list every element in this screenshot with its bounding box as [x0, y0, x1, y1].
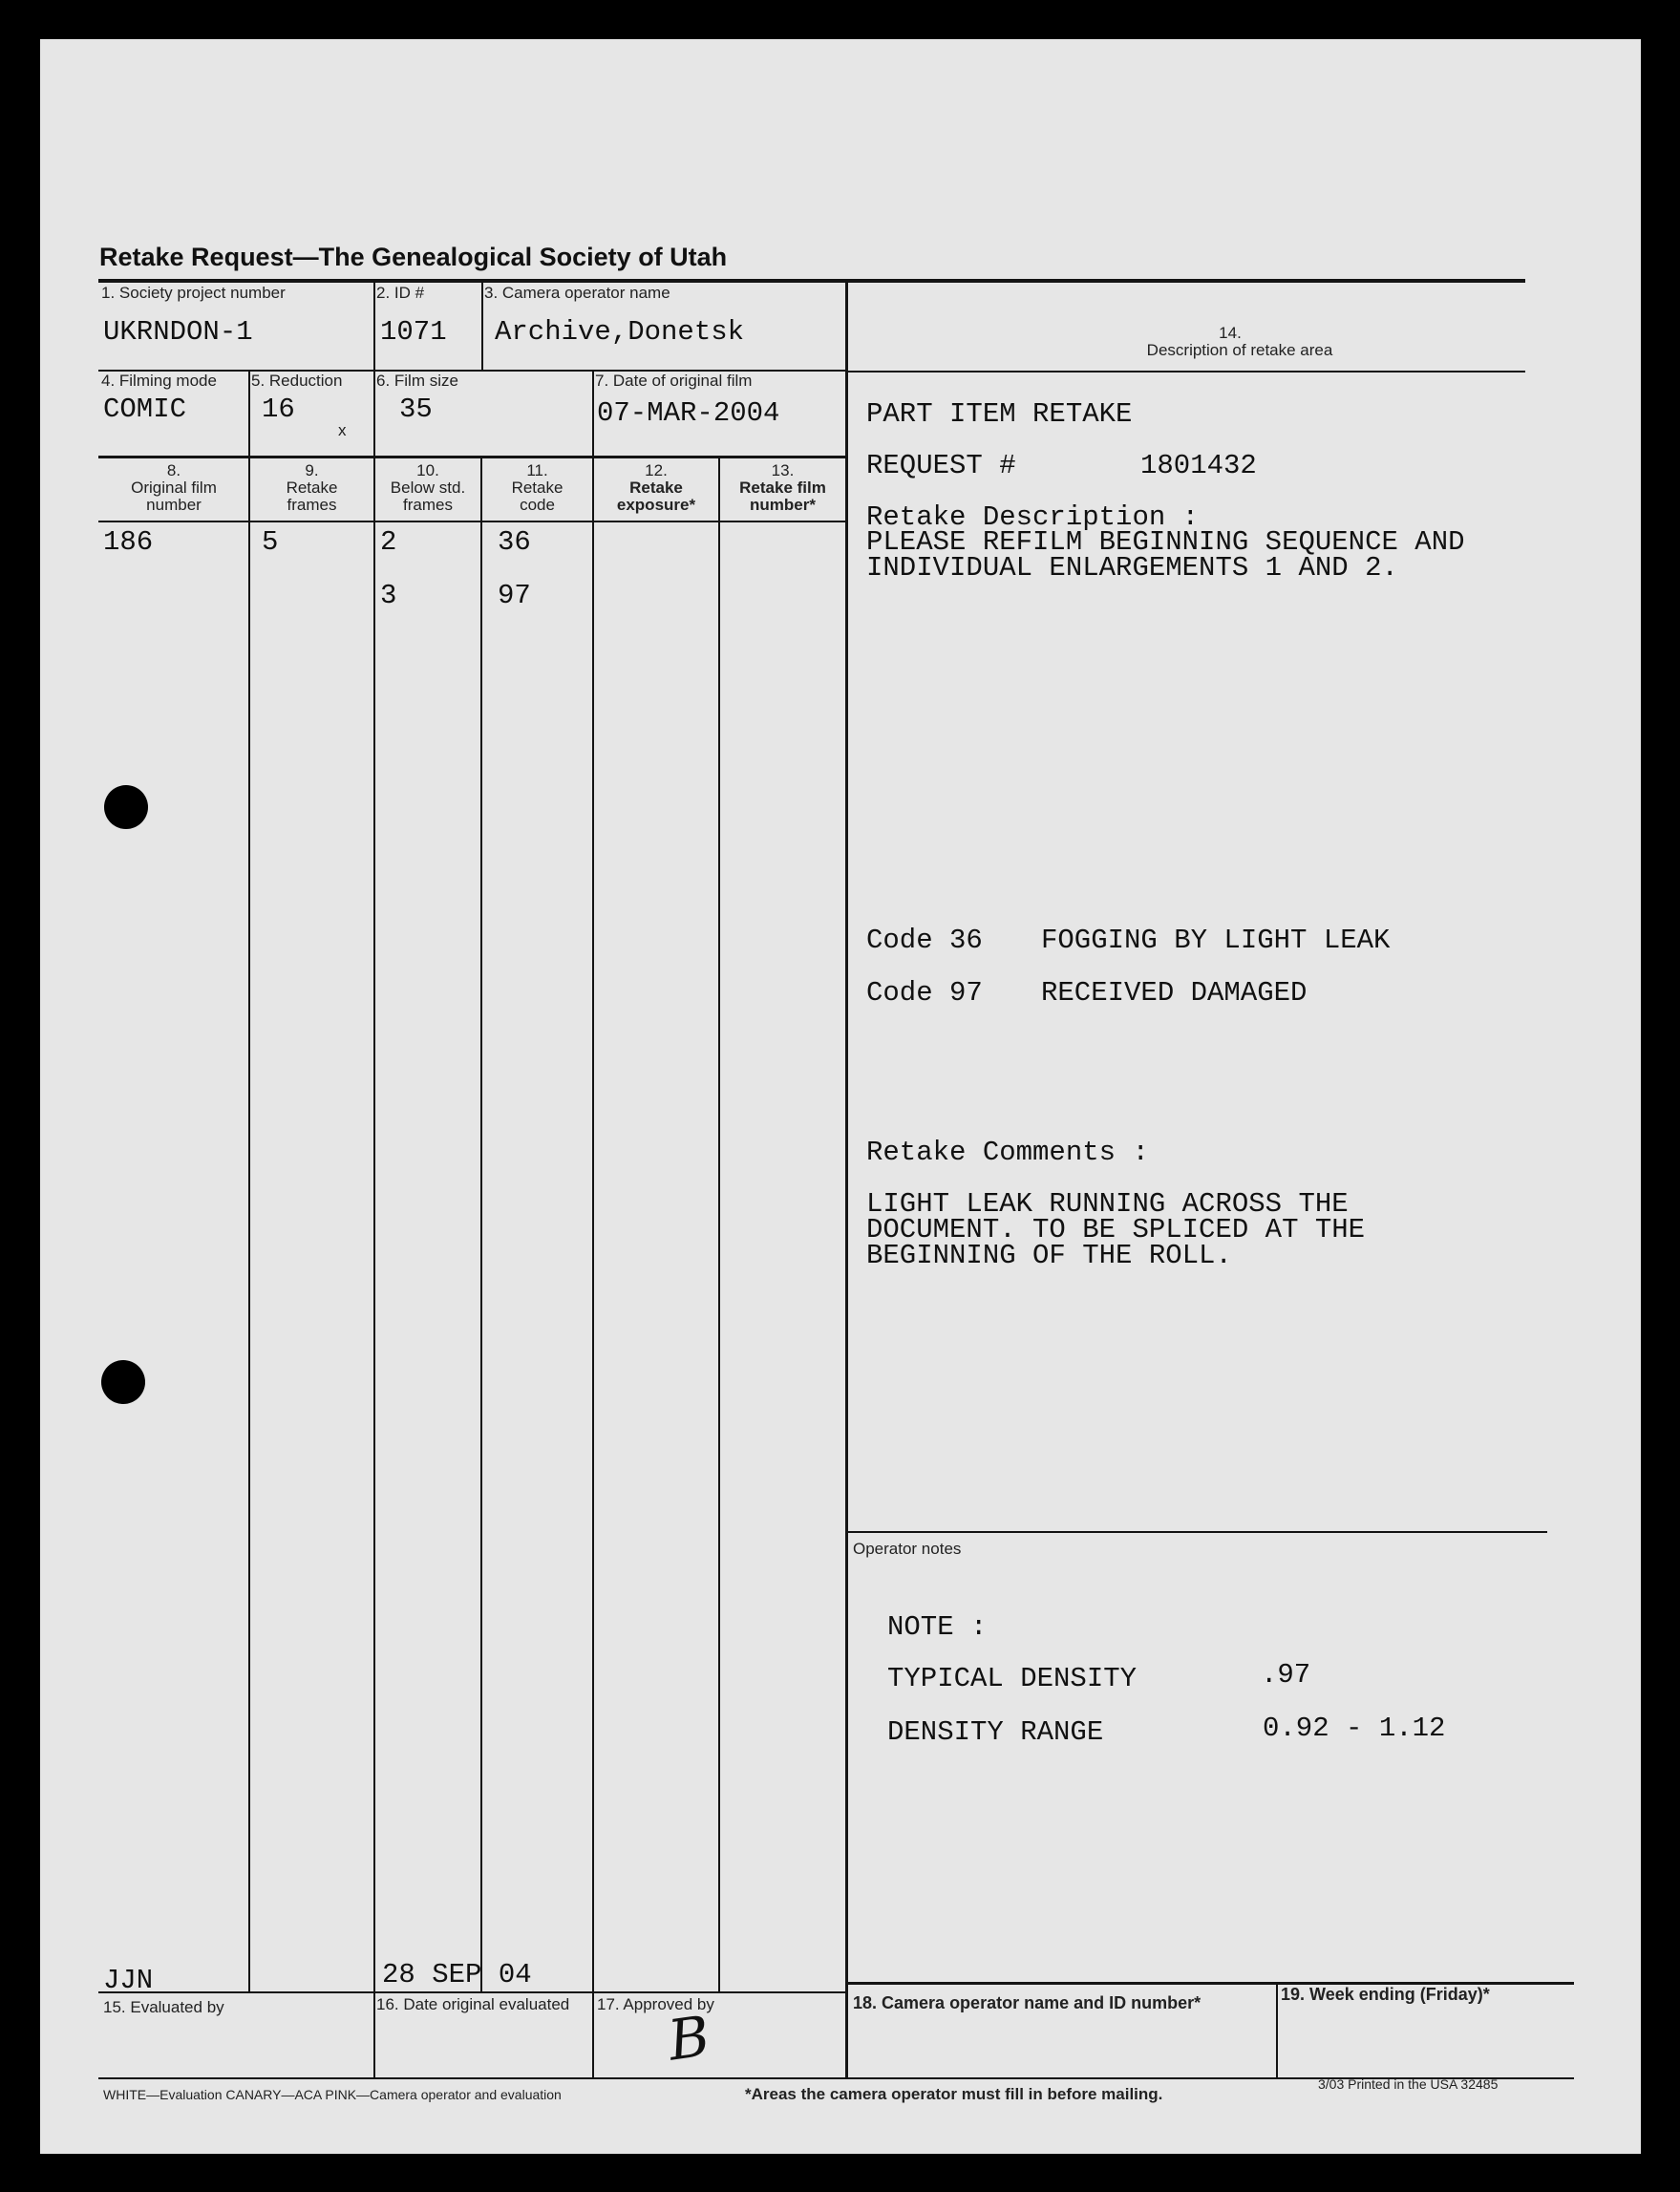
label-id: 2. ID # [376, 284, 425, 302]
description-line-2: INDIVIDUAL ENLARGEMENTS 1 AND 2. [866, 552, 1398, 584]
form-sheet [40, 39, 1641, 2154]
column-label: frames [287, 496, 337, 514]
label-evaluated-by: 15. Evaluated by [103, 1998, 224, 2016]
column-label: Retake [286, 479, 338, 497]
punch-hole-lower [101, 1360, 145, 1404]
col-divider-4 [592, 457, 594, 2077]
columns-header-rule [98, 521, 848, 522]
column-label: exposure* [616, 496, 696, 514]
comments-line-3: BEGINNING OF THE ROLL. [866, 1240, 1232, 1271]
week-ending-divider [1276, 1982, 1278, 2077]
column-label: frames [403, 496, 453, 514]
column-header-retake-frames [250, 462, 373, 514]
row2-below-std: 3 [380, 580, 397, 611]
value-evaluated-by: JJN [103, 1965, 154, 1996]
label-week-ending: 19. Week ending (Friday)* [1281, 1985, 1490, 2004]
row2-retake-code: 97 [498, 580, 531, 611]
label-description-number: 14. [1219, 324, 1242, 342]
label-date-evaluated: 16. Date original evaluated [376, 1995, 570, 2013]
code-97-text: RECEIVED DAMAGED [1041, 977, 1308, 1009]
value-reduction: 16 [262, 394, 295, 425]
col-divider-2 [373, 457, 375, 2077]
value-date-original: 07-MAR-2004 [597, 397, 780, 429]
punch-hole-upper [104, 785, 148, 829]
bottom-left-rule [98, 1991, 848, 1993]
column-label: Retake [511, 479, 564, 497]
description-request-number: 1801432 [1140, 450, 1257, 481]
description-part-item: PART ITEM RETAKE [866, 398, 1133, 430]
code-36-text: FOGGING BY LIGHT LEAK [1041, 925, 1391, 956]
label-camera-operator: 3. Camera operator name [484, 284, 670, 302]
column-number: 9. [305, 461, 319, 479]
column-label: number [146, 496, 202, 514]
note-label: NOTE : [887, 1611, 988, 1643]
typical-density-label: TYPICAL DENSITY [887, 1663, 1138, 1694]
column-number: 11. [526, 461, 548, 479]
row1-below-std: 2 [380, 526, 397, 558]
column-label: Retake [629, 479, 683, 497]
retake-comments-label: Retake Comments : [866, 1137, 1149, 1168]
column-label: Original film [131, 479, 217, 497]
description-header-rule [848, 371, 1525, 372]
column-label: Below std. [390, 479, 466, 497]
column-label: number* [750, 496, 816, 514]
approved-by-initials: B [664, 2003, 714, 2074]
column-label: Retake film [739, 479, 826, 497]
density-range-value: 0.92 - 1.12 [1263, 1713, 1446, 1744]
row1-original-film: 186 [103, 526, 154, 558]
label-date-original: 7. Date of original film [595, 372, 753, 390]
description-line-1: PLEASE REFILM BEGINNING SEQUENCE AND [866, 526, 1465, 558]
column-number: 12. [645, 461, 668, 479]
label-filming-mode: 4. Filming mode [101, 372, 217, 390]
column-header-retake-film-number [720, 462, 845, 514]
column-header-original-film [101, 462, 246, 514]
value-date-evaluated: 28 SEP 04 [382, 1959, 532, 1990]
value-film-size: 35 [399, 394, 433, 425]
form-title: Retake Request—The Genealogical Society of Utah [99, 243, 728, 271]
center-divider [845, 283, 848, 2077]
label-film-size: 6. Film size [376, 372, 458, 390]
label-reduction: 5. Reduction [251, 372, 343, 390]
operator-notes-rule [848, 1531, 1547, 1533]
typical-density-value: .97 [1261, 1659, 1311, 1691]
code-97-label: Code 97 [866, 977, 983, 1009]
col-divider-3-top [481, 283, 483, 371]
column-header-retake-exposure [594, 462, 718, 514]
density-range-label: DENSITY RANGE [887, 1716, 1104, 1748]
label-project-number: 1. Society project number [101, 284, 286, 302]
columns-top-rule [98, 456, 848, 458]
footer-print: 3/03 Printed in the USA 32485 [1318, 2076, 1499, 2092]
description-retake-label: Retake Description : [866, 501, 1200, 533]
column-number: 8. [166, 461, 181, 479]
label-operator-notes: Operator notes [853, 1540, 962, 1558]
value-project-number: UKRNDON-1 [103, 316, 253, 348]
label-description-area: Description of retake area [1146, 341, 1333, 359]
value-camera-operator: Archive,Donetsk [495, 316, 745, 348]
column-label: code [520, 496, 555, 514]
code-36-label: Code 36 [866, 925, 983, 956]
footer-note: *Areas the camera operator must fill in before mailing. [745, 2085, 1163, 2103]
column-number: 10. [416, 461, 439, 479]
column-header-below-std [375, 462, 480, 514]
label-reduction-x: x [338, 421, 347, 439]
column-header-retake-code [482, 462, 592, 514]
comments-line-2: DOCUMENT. TO BE SPLICED AT THE [866, 1214, 1366, 1245]
col-divider-5 [718, 457, 720, 1991]
column-number: 13. [771, 461, 795, 479]
footer-copies: WHITE—Evaluation CANARY—ACA PINK—Camera operator and evaluation [103, 2087, 562, 2102]
comments-line-1: LIGHT LEAK RUNNING ACROSS THE [866, 1188, 1349, 1220]
value-id: 1071 [380, 316, 447, 348]
title-rule [98, 279, 1525, 283]
value-filming-mode: COMIC [103, 394, 187, 425]
col-divider-1 [248, 370, 250, 1991]
label-camera-operator-id: 18. Camera operator name and ID number* [853, 1993, 1202, 2012]
description-request-label: REQUEST # [866, 450, 1016, 481]
col-divider-2-top [373, 283, 375, 457]
label-approved-by: 17. Approved by [597, 1995, 714, 2013]
row1-retake-code: 36 [498, 526, 531, 558]
row1-retake-frames: 5 [262, 526, 279, 558]
col-divider-4-top [592, 371, 594, 457]
col-divider-3 [480, 457, 482, 1991]
